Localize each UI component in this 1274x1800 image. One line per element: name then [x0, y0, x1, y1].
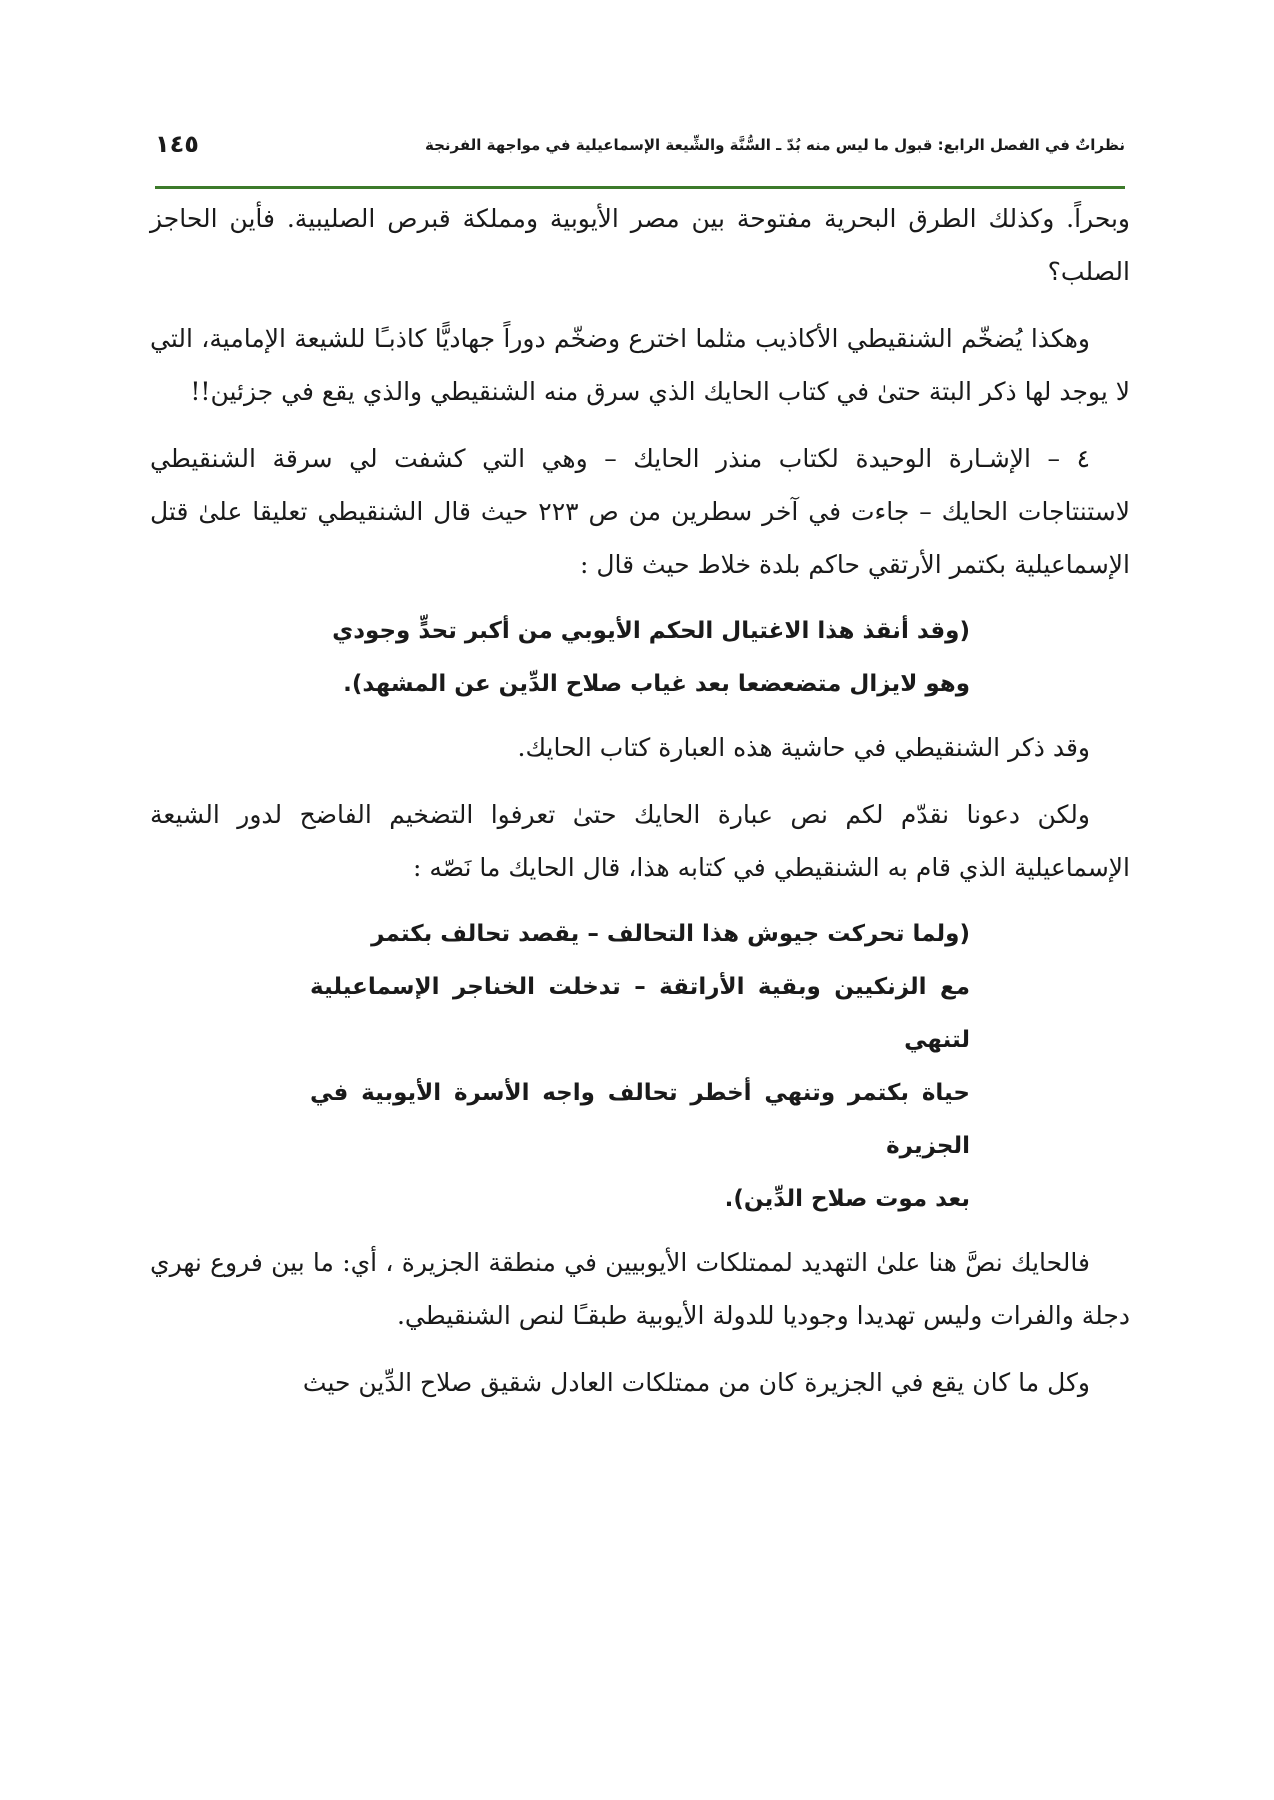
running-header [155, 130, 1125, 170]
quote-line: حياة بكتمر وتنهي أخطر تحالف واجه الأسرة الأيوبية في الجزيرة [310, 1080, 970, 1159]
quote-line: بعد موت صلاح الدِّين). [724, 1186, 970, 1212]
paragraph: ولكن دعونا نقدّم لكم نص عبارة الحايك حتىٰ تعرفوا التضخيم الفاضح لدور الشيعة الإسماعيلية الذي قام به الشنقيطي في كتابه هذا، قال الحايك ما نَصّه : [150, 800, 1130, 882]
block-quote [310, 605, 970, 711]
quote-line: (وقد أنقذ هذا الاغتيال الحكم الأيوبي من أكبر تحدٍّ وجودي [332, 618, 970, 644]
page-number: ١٤٥ [155, 130, 199, 158]
paragraph: وقد ذكر الشنقيطي في حاشية هذه العبارة كتاب الحايك. [517, 733, 1090, 762]
quote-line: (ولما تحركت جيوش هذا التحالف – يقصد تحالف بكتمر [371, 921, 970, 947]
block-quote [310, 908, 970, 1226]
paragraph: وهكذا يُضخّم الشنقيطي الأكاذيب مثلما اخترع وضخّم دوراً جهاديًّا كاذبـًا للشيعة الإمامية، التي لا يوجد لها ذكر البتة حتىٰ في كتاب الحايك الذي سرق منه الشنقيطي والذي يقع في جزئين!! [150, 324, 1130, 406]
paragraph-continuation: وبحراً. وكذلك الطرق البحرية مفتوحة بين مصر الأيوبية ومملكة قبرص الصليبية. فأين الحاجز الصلب؟ [150, 204, 1130, 286]
quote-line: مع الزنكيين وبقية الأراتقة – تدخلت الخناجر الإسماعيلية لتنهي [310, 974, 970, 1053]
running-title: نظراتٌ في الفصل الرابع: قبول ما ليس منه بُدّ ـ السُّنَّة والشِّيعة الإسماعيلية في مواجهة الفرنجة [424, 136, 1125, 154]
paragraph: وكل ما كان يقع في الجزيرة كان من ممتلكات العادل شقيق صلاح الدِّين حيث [302, 1368, 1090, 1397]
paragraph-numbered-point: ٤ – الإشـارة الوحيدة لكتاب منذر الحايك – وهي التي كشفت لي سرقة الشنقيطي لاستنتاجات الحايك – جاءت في آخر سطرين من ص ٢٢٣ حيث قال الشنقيطي تعليقا علىٰ قتل الإسماعيلية بكتمر الأرتقي حاكم بلدة خلاط حيث قال : [150, 444, 1130, 579]
paragraph: فالحايك نصَّ هنا علىٰ التهديد لممتلكات الأيوبيين في منطقة الجزيرة ، أي: ما بين فروع نهري دجلة والفرات وليس تهديدا وجوديا للدولة الأيوبية طبقـًا لنص الشنقيطي. [150, 1248, 1130, 1330]
body-text [150, 192, 1130, 1423]
quote-line: وهو لايزال متضعضعا بعد غياب صلاح الدِّين عن المشهد). [343, 671, 970, 697]
header-rule [155, 186, 1125, 189]
